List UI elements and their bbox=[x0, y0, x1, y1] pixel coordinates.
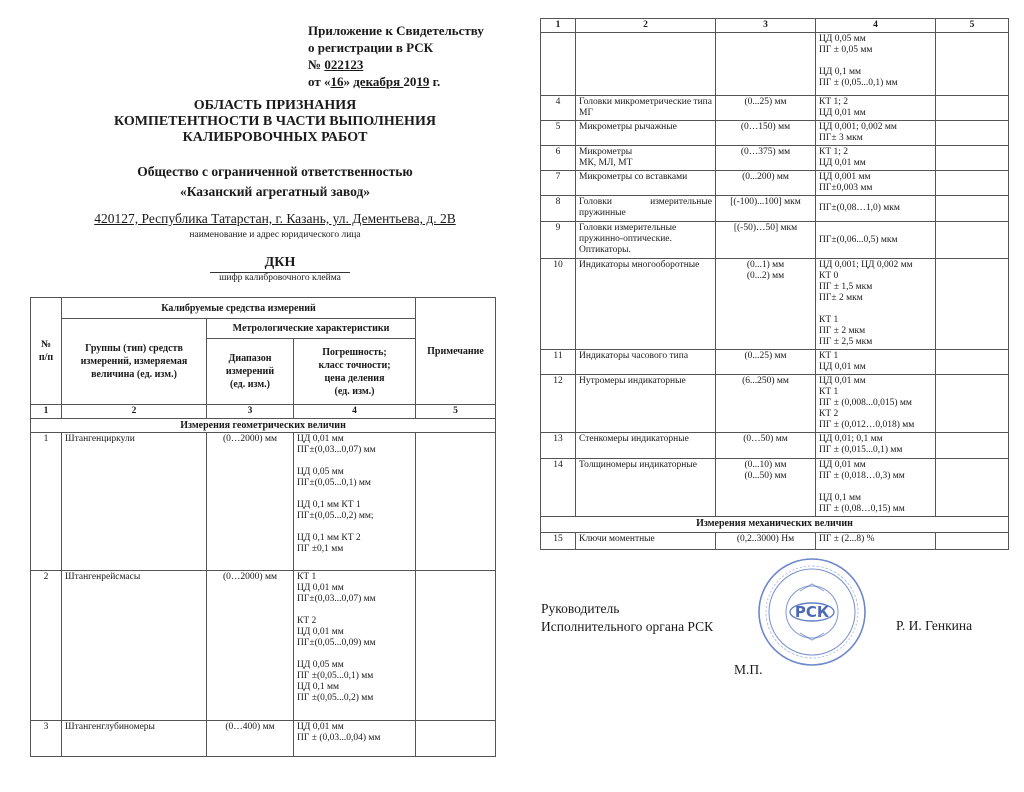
certificate-date: от «16» декабря 2019 г. bbox=[308, 74, 441, 89]
header-note: Примечание bbox=[416, 298, 496, 405]
header-group: Калибруемые средства измерений bbox=[62, 298, 416, 319]
document-title: ОБЛАСТЬ ПРИЗНАНИЯ КОМПЕТЕНТНОСТИ В ЧАСТИ ВЫПОЛНЕНИЯ КАЛИБРОВОЧНЫХ РАБОТ bbox=[114, 98, 436, 145]
table-row: 12 Нутромеры индикаторные (6...250) мм ЦД 0,01 мм КТ 1 ПГ ± (0,008...0,015) мм КТ 2 ПГ ± (0,012…0,018) мм bbox=[541, 375, 1009, 433]
calibration-code: ДКН bbox=[210, 255, 350, 273]
col-number: 4 bbox=[294, 405, 416, 419]
appendix-line-2: о регистрации в РСК bbox=[308, 40, 434, 55]
address-caption: наименование и адрес юридического лица bbox=[189, 230, 361, 240]
table-row: 7 Микрометры со вставками (0...200) мм ЦД 0,001 мм ПГ±0,003 мм bbox=[541, 171, 1009, 196]
col-number: 1 bbox=[31, 405, 62, 419]
col-number: 5 bbox=[936, 19, 1009, 33]
table-row: 5 Микрометры рычажные (0…150) мм ЦД 0,001; 0,002 мм ПГ± 3 мкм bbox=[541, 121, 1009, 146]
header-metro: Метрологические характеристики bbox=[207, 319, 416, 339]
appendix-line-1: Приложение к Свидетельству bbox=[308, 23, 484, 38]
certificate-number: № 022123 bbox=[308, 57, 364, 72]
col-number: 3 bbox=[207, 405, 294, 419]
header-range: Диапазон измерений (ед. изм.) bbox=[207, 339, 294, 405]
signatory-role: Руководитель Исполнительного органа РСК bbox=[541, 601, 714, 634]
col-number: 4 bbox=[816, 19, 936, 33]
table-row: 4 Головки микрометрические типа МГ (0...25) мм КТ 1; 2 ЦД 0,01 мм bbox=[541, 96, 1009, 121]
code-caption: шифр калибровочного клейма bbox=[219, 273, 341, 283]
header-num: № п/п bbox=[31, 298, 62, 405]
table-row: 8 Головки измерительные пружинные [(-100)...100] мкм ПГ±(0,08…1,0) мкм bbox=[541, 196, 1009, 222]
section-geometric: Измерения геометрических величин bbox=[31, 419, 496, 433]
table-row: 6 Микрометры МК, МЛ, МТ (0…375) мм КТ 1; 2 ЦД 0,01 мм bbox=[541, 146, 1009, 171]
signatory-name: Р. И. Генкина bbox=[896, 618, 973, 633]
col-number: 2 bbox=[62, 405, 207, 419]
header-error: Погрешность; класс точности; цена деления (ед. изм.) bbox=[294, 339, 416, 405]
table-row: 11 Индикаторы часового типа (0...25) мм КТ 1 ЦД 0,01 мм bbox=[541, 350, 1009, 375]
section-mechanical: Измерения механических величин bbox=[541, 517, 1009, 533]
table-row: 9 Головки измерительные пружинно-оптические. Оптикаторы. [(-50)…50] мкм ПГ±(0,06...0,5) мкм bbox=[541, 222, 1009, 259]
table-row: 14 Толщиномеры индикаторные (0...10) мм (0...50) мм ЦД 0,01 мм ПГ ± (0,018…0,3) мм ЦД 0,1 мм ПГ ± (0,08…0,15) мм bbox=[541, 459, 1009, 517]
table-row: ЦД 0,05 мм ПГ ± 0,05 мм ЦД 0,1 мм ПГ ± (0,05...0,1) мм bbox=[541, 33, 1009, 96]
table-row: 15 Ключи моментные (0,2..3000) Нм ПГ ± (2...8) % bbox=[541, 533, 1009, 550]
col-number: 5 bbox=[416, 405, 496, 419]
table-row: 13 Стенкомеры индикаторные (0…50) мм ЦД 0,01; 0,1 мм ПГ ± (0,015...0,1) мм bbox=[541, 433, 1009, 459]
calibration-table-right bbox=[540, 18, 1009, 550]
header-type: Группы (тип) средств измерений, измеряемая величина (ед. изм.) bbox=[62, 319, 207, 405]
col-number: 1 bbox=[541, 19, 576, 33]
seal-place-label: М.П. bbox=[734, 662, 763, 677]
organization-address: 420127, Республика Татарстан, г. Казань, ул. Дементьева, д. 2В bbox=[94, 211, 456, 226]
stamp-text: РСК bbox=[794, 603, 830, 621]
table-row: 10 Индикаторы многооборотные (0...1) мм (0...2) мм ЦД 0,001; ЦД 0,002 мм КТ 0 ПГ ± 1,5 мкм ПГ± 2 мкм КТ 1 ПГ ± 2 мкм ПГ ± 2,5 мкм bbox=[541, 259, 1009, 350]
col-number: 3 bbox=[716, 19, 816, 33]
table-row: 2 Штангенрейсмасы (0…2000) мм КТ 1 ЦД 0,01 мм ПГ±(0,03...0,07) мм КТ 2 ЦД 0,01 мм ПГ±(0,05...0,09) мм ЦД 0,05 мм ПГ ±(0,05...0,1) мм ЦД 0,1 мм ПГ ±(0,05...0,2) мм bbox=[31, 571, 496, 721]
table-row: 1 Штангенциркули (0…2000) мм ЦД 0,01 мм ПГ±(0,03...0,07) мм ЦД 0,05 мм ПГ±(0,05...0,1) мм ЦД 0,1 мм КТ 1 ПГ±(0,05...0,2) мм; ЦД 0,1 мм КТ 2 ПГ ±0,1 мм bbox=[31, 433, 496, 571]
col-number: 2 bbox=[576, 19, 716, 33]
table-row: 3 Штангенглубиномеры (0…400) мм ЦД 0,01 мм ПГ ± (0,03...0,04) мм bbox=[31, 721, 496, 757]
appendix-header bbox=[308, 22, 508, 90]
rsk-seal-stamp bbox=[756, 556, 868, 668]
calibration-table-left bbox=[30, 297, 496, 757]
organization-name: Общество с ограниченной ответственностью «Казанский агрегатный завод» bbox=[137, 164, 413, 199]
